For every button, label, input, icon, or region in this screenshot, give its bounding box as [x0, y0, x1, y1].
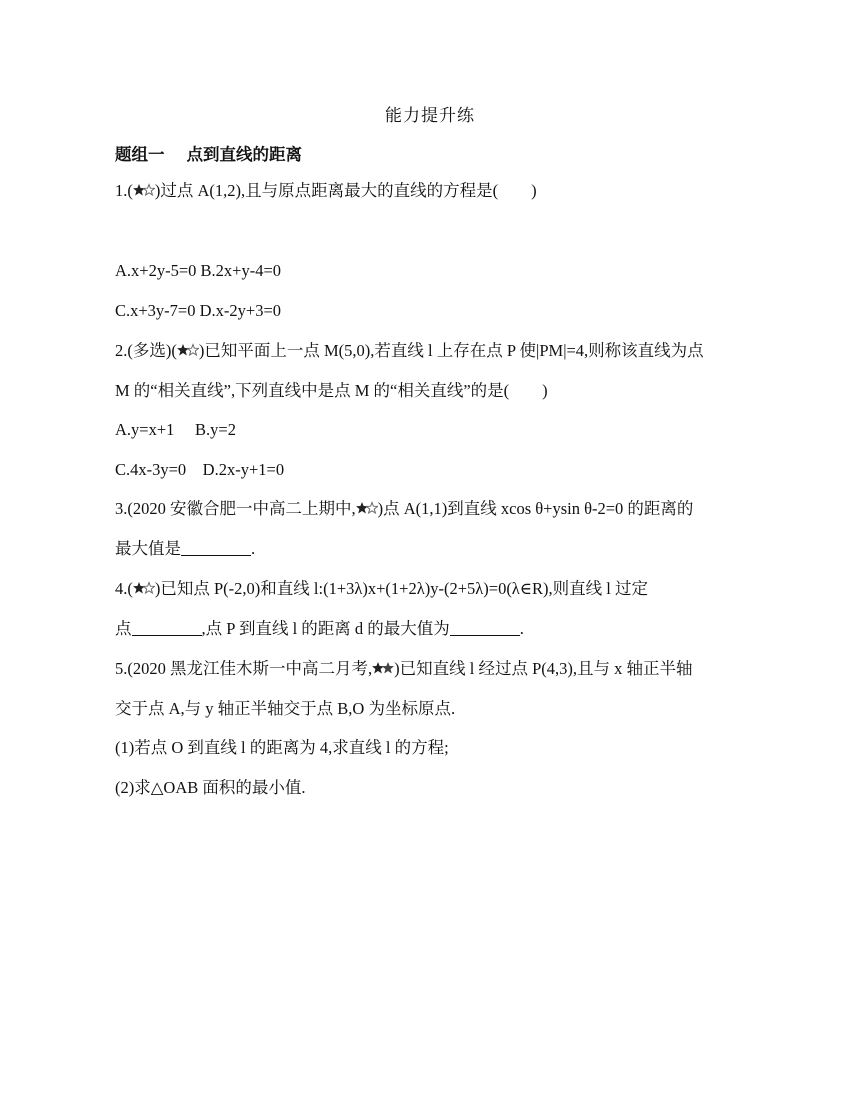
page-title: 能力提升练 [385, 106, 475, 125]
question-4-stem-line2 [115, 619, 524, 639]
two-star-difficulty-icon [133, 183, 155, 197]
question-3-text: )点 A(1,1)到直线 xcos θ+ysin θ-2=0 的距离的 [377, 499, 694, 518]
question-2-options-cd: C.4x-3y=0 D.2x-y+1=0 [115, 460, 285, 479]
question-3-text-2: 最大值是 [115, 539, 181, 558]
question-2-number: 2.(多选)( [115, 341, 177, 360]
question-2-text: )已知平面上一点 M(5,0),若直线 l 上存在点 P 使|PM|=4,则称该直线为点 [198, 341, 704, 360]
question-5-text: )已知直线 l 经过点 P(4,3),且与 x 轴正半轴 [394, 659, 693, 678]
question-4-text: )已知点 P(-2,0)和直线 l:(1+3λ)x+(1+2λ)y-(2+5λ)=0(λ∈R),则直线 l 过定 [154, 579, 648, 598]
question-3-number: 3.(2020 安徽合肥一中高二上期中, [115, 499, 356, 518]
question-5-sub-1: (1)若点 O 到直线 l 的距离为 4,求直线 l 的方程; [115, 738, 449, 757]
question-3-stem-line1 [115, 499, 693, 519]
question-4-text-2: 点 [115, 619, 132, 638]
answer-blank[interactable] [450, 621, 520, 636]
two-star-difficulty-icon [177, 343, 199, 357]
question-1-options-ab: A.x+2y-5=0 B.2x+y-4=0 [115, 261, 282, 280]
answer-blank[interactable] [181, 541, 251, 556]
question-2-stem-line1 [115, 341, 704, 361]
question-1-number: 1.( [115, 181, 133, 200]
question-5-sub-2: (2)求△OAB 面积的最小值. [115, 778, 306, 797]
question-2-options-ab: A.y=x+1 B.y=2 [115, 420, 236, 439]
question-4-number: 4.( [115, 579, 133, 598]
question-5-stem-line2: 交于点 A,与 y 轴正半轴交于点 B,O 为坐标原点. [115, 699, 456, 718]
two-star-difficulty-icon [133, 581, 155, 595]
question-1-options-cd: C.x+3y-7=0 D.x-2y+3=0 [115, 301, 282, 320]
section-heading [115, 141, 302, 165]
question-4-text-3: ,点 P 到直线 l 的距离 d 的最大值为 [201, 619, 450, 638]
question-4-stem-line1 [115, 579, 648, 599]
section-label: 题组一 [115, 145, 165, 164]
question-3-stem-line2 [115, 539, 255, 559]
question-2-stem-line2: M 的“相关直线”,下列直线中是点 M 的“相关直线”的是( ) [115, 381, 548, 400]
answer-blank[interactable] [132, 621, 202, 636]
section-name: 点到直线的距离 [186, 145, 302, 164]
question-4-period: . [519, 619, 524, 638]
two-star-difficulty-icon [372, 661, 394, 675]
question-3-period: . [251, 539, 256, 558]
question-1-text: )过点 A(1,2),且与原点距离最大的直线的方程是( ) [154, 181, 537, 200]
question-5-stem-line1 [115, 659, 693, 679]
question-5-number: 5.(2020 黑龙江佳木斯一中高二月考, [115, 659, 373, 678]
question-1-stem [115, 181, 537, 201]
two-star-difficulty-icon [356, 501, 378, 515]
